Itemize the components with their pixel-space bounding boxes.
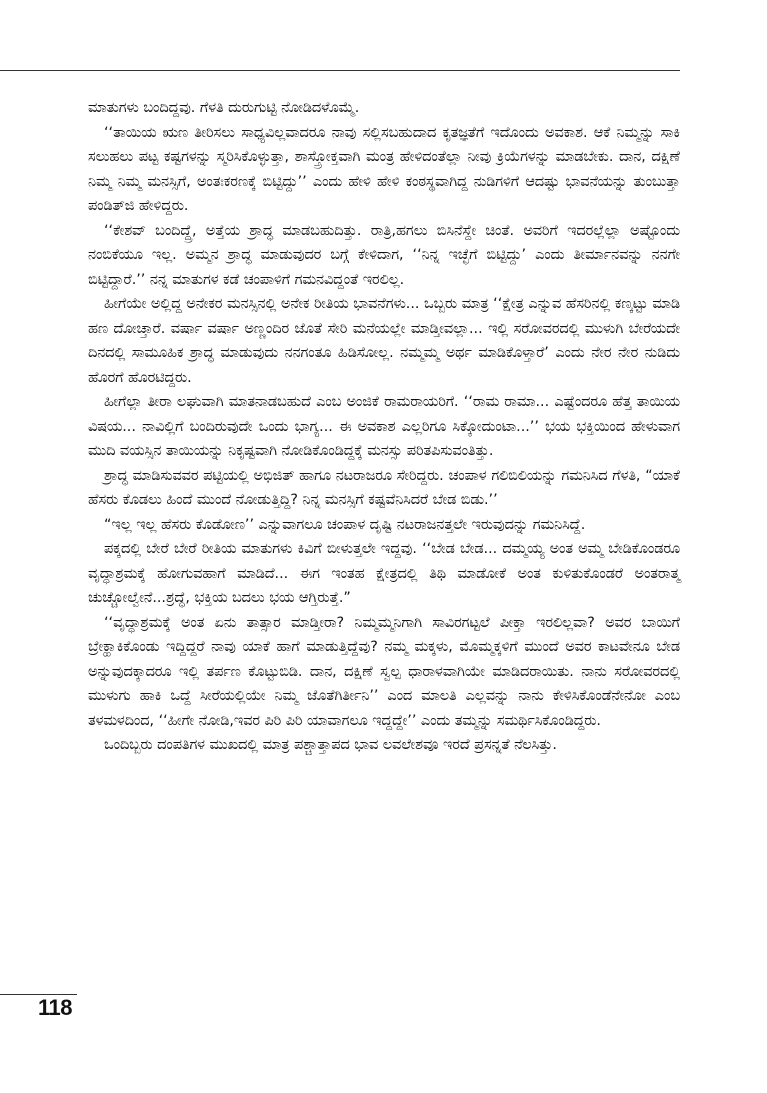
paragraph: “ಇಲ್ಲ ಇಲ್ಲ ಹೆಸರು ಕೊಡೋಣ’’ ಎನ್ನುವಾಗಲೂ ಚಂಪಾಳ ದೃಷ್ಟಿ ನಟರಾಜನತ್ತಲೇ ಇರುವುದನ್ನು ಗಮನಿಸಿದ್ದೆ. — [104, 516, 586, 533]
header-rule — [0, 70, 680, 71]
paragraph: ಶ್ರಾದ್ಧ ಮಾಡಿಸುವವರ ಪಟ್ಟಿಯಲ್ಲಿ ಅಭಿಜಿತ್ ಹಾಗೂ ನಟರಾಜರೂ ಸೇರಿದ್ದರು. ಚಂಪಾಳ ಗಲಿಬಿಲಿಯನ್ನು ಗಮನಿಸಿದ ಗೆಳತಿ, “ಯಾಕೆ ಹೆಸರು ಕೊಡಲು ಹಿಂದೆ ಮುಂದೆ ನೋಡುತ್ತಿದ್ದಿ? ನಿನ್ನ ಮನಸ್ಸಿಗೆ ಕಷ್ಟವೆನಿಸಿದರೆ ಬೇಡ ಬಿಡು.’’ — [88, 467, 680, 508]
body-text — [88, 96, 680, 758]
paragraph: ಒಂದಿಬ್ಬರು ದಂಪತಿಗಳ ಮುಖದಲ್ಲಿ ಮಾತ್ರ ಪಶ್ಚಾತ್ತಾಪದ ಭಾವ ಲವಲೇಶವೂ ಇರದೆ ಪ್ರಸನ್ನತೆ ನೆಲಸಿತ್ತು. — [104, 737, 557, 753]
paragraph: ಪಕ್ಕದಲ್ಲಿ ಬೇರೆ ಬೇರೆ ರೀತಿಯ ಮಾತುಗಳು ಕಿವಿಗೆ ಬೀಳುತ್ತಲೇ ಇದ್ದವು. ‘‘ಬೇಡ ಬೇಡ... ದಮ್ಮಯ್ಯ ಅಂತ ಅಮ್ಮ ಬೇಡಿಕೊಂಡರೂ ವೃದ್ಧಾಶ್ರಮಕ್ಕೆ ಹೋಗುವಹಾಗೆ ಮಾಡಿದೆ... ಈಗ ಇಂತಹ ಕ್ಷೇತ್ರದಲ್ಲಿ ತಿಥಿ ಮಾಡೋಕೆ ಅಂತ ಕುಳಿತುಕೊಂಡರೆ ಅಂತರಾತ್ಮ ಚುಚ್ಚೋಲ್ವೇನೆ...ಶ್ರದ್ಧೆ, ಭಕ್ತಿಯ ಬದಲು ಭಯ ಆಗ್ತಿರುತ್ತೆ.” — [88, 541, 680, 606]
paragraph: ‘‘ತಾಯಿಯ ಋಣ ತೀರಿಸಲು ಸಾಧ್ಯವಿಲ್ಲವಾದರೂ ನಾವು ಸಲ್ಲಿಸಬಹುದಾದ ಕೃತಜ್ಞತೆಗೆ ಇದೊಂದು ಅವಕಾಶ. ಆಕೆ ನಿಮ್ಮನ್ನು ಸಾಕಿ ಸಲುಹಲು ಪಟ್ಟ ಕಷ್ಟಗಳನ್ನು ಸ್ಮರಿಸಿಕೊಳ್ಳುತ್ತಾ, ಶಾಸ್ತ್ರೋಕ್ತವಾಗಿ ಮಂತ್ರ ಹೇಳಿದಂತೆಲ್ಲಾ ನೀವು ಕ್ರಿಯೆಗಳನ್ನು ಮಾಡಬೇಕು. ದಾನ, ದಕ್ಷಿಣೆ ನಿಮ್ಮ ನಿಮ್ಮ ಮನಸ್ಸಿಗೆ, ಅಂತಃಕರಣಕ್ಕೆ ಬಿಟ್ಟಿದ್ದು’’ ಎಂದು ಹೇಳಿ ಹೇಳಿ ಕಂಠಸ್ಥವಾಗಿದ್ದ ನುಡಿಗಳಿಗೆ ಆದಷ್ಟು ಭಾವನೆಯನ್ನು ತುಂಬುತ್ತಾ ಪಂಡಿತ್‌ಜಿ ಹೇಳಿದ್ದರು. — [88, 124, 680, 214]
paragraph: ಹೀಗೆಯೇ ಅಲ್ಲಿದ್ದ ಅನೇಕರ ಮನಸ್ಸಿನಲ್ಲಿ ಅನೇಕ ರೀತಿಯ ಭಾವನೆಗಳು... ಒಬ್ಬರು ಮಾತ್ರ ‘‘ಕ್ಷೇತ್ರ ಎನ್ನುವ ಹೆಸರಿನಲ್ಲಿ ಕಣ್ಕಟ್ಟು ಮಾಡಿ ಹಣ ದೋಚ್ತಾರೆ. ವರ್ಷಾ ವರ್ಷಾ ಅಣ್ಣಂದಿರ ಜೊತೆ ಸೇರಿ ಮನೆಯಲ್ಲೇ ಮಾಡ್ತೀವಲ್ಲಾ... ಇಲ್ಲಿ ಸರೋವರದಲ್ಲಿ ಮುಳುಗಿ ಬೇರೆಯದೇ ದಿನದಲ್ಲಿ ಸಾಮೂಹಿಕ ಶ್ರಾದ್ಧ ಮಾಡುವುದು ನನಗಂತೂ ಹಿಡಿಸೋಲ್ಲ. ನಮ್ಮಮ್ಮ ಅರ್ಥ ಮಾಡಿಕೊಳ್ತಾರೆ’ ಎಂದು ನೇರ ನೇರ ನುಡಿದು ಹೊರಗೆ ಹೊರಟಿದ್ದರು. — [88, 296, 680, 386]
page-number: 118 — [38, 995, 72, 1020]
paragraph: ಹೀಗೆಲ್ಲಾ ತೀರಾ ಲಘುವಾಗಿ ಮಾತನಾಡಬಹುದೆ ಎಂಬ ಅಂಜಿಕೆ ರಾಮರಾಯರಿಗೆ. ‘‘ರಾಮ ರಾಮಾ... ಎಷ್ಟೆಂದರೂ ಹೆತ್ತ ತಾಯಿಯ ವಿಷಯ... ನಾವಿಲ್ಲಿಗೆ ಬಂದಿರುವುದೇ ಒಂದು ಭಾಗ್ಯ... ಈ ಅವಕಾಶ ಎಲ್ಲರಿಗೂ ಸಿಕ್ಕೋದುಂಟಾ...’’ ಭಯ ಭಕ್ತಿಯಿಂದ ಹೇಳುವಾಗ ಮುದಿ ವಯಸ್ಸಿನ ತಾಯಿಯನ್ನು ನಿಕೃಷ್ಟವಾಗಿ ನೋಡಿಕೊಂಡಿದ್ದಕ್ಕೆ ಮನಸ್ಸು ಪರಿತಪಿಸುವಂತಿತ್ತು. — [88, 394, 680, 459]
paragraph: ‘‘ವೃದ್ಧಾಶ್ರಮಕ್ಕೆ ಅಂತ ಏನು ತಾತ್ಸಾರ ಮಾಡ್ತೀರಾ? ನಿಮ್ಮಮ್ಮನಿಗಾಗಿ ಸಾವಿರಗಟ್ಟಲೆ ಪೀಕ್ತಾ ಇರಲಿಲ್ಲವಾ? ಅವರ ಬಾಯಿಗೆ ಬ್ರೇಕ್ಹಾಕಿಕೊಂಡು ಇದ್ದಿದ್ದರೆ ನಾವು ಯಾಕೆ ಹಾಗೆ ಮಾಡುತ್ತಿದ್ದೆವು? ನಮ್ಮ ಮಕ್ಕಳು, ಮೊಮ್ಮಕ್ಕಳಿಗೆ ಮುಂದೆ ಅವರ ಕಾಟವೇನೂ ಬೇಡ ಅನ್ನುವುದಕ್ಕಾದರೂ ಇಲ್ಲಿ ತರ್ಪಣ ಕೊಟ್ಟುಬಿಡಿ. ದಾನ, ದಕ್ಷಿಣೆ ಸ್ವಲ್ಪ ಧಾರಾಳವಾಗಿಯೇ ಮಾಡಿದರಾಯಿತು. ನಾನು ಸರೋವರದಲ್ಲಿ ಮುಳುಗು ಹಾಕಿ ಒದ್ದೆ ಸೀರೆಯಲ್ಲಿಯೇ ನಿಮ್ಮ ಜೊತೆಗಿರ್ತೀನಿ’’ ಎಂದ ಮಾಲತಿ ಎಲ್ಲವನ್ನು ನಾನು ಕೇಳಿಸಿಕೊಂಡೆನೇನೋ ಎಂಬ ತಳಮಳದಿಂದ, ‘‘ಹೀಗೇ ನೋಡಿ,ಇವರ ಪಿರಿ ಪಿರಿ ಯಾವಾಗಲೂ ಇದ್ದದ್ದೇ’’ ಎಂದು ತಮ್ಮನ್ನು ಸಮರ್ಥಿಸಿಕೊಂಡಿದ್ದರು. — [88, 614, 680, 729]
paragraph: ‘‘ಕೇಶವ್ ಬಂದಿದ್ದ್ರೆ, ಅತ್ತೆಯ ಶ್ರಾದ್ಧ ಮಾಡಬಹುದಿತ್ತು. ರಾತ್ರಿ,ಹಗಲು ಬಿಸಿನೆಸ್ದೇ ಚಿಂತೆ. ಅವರಿಗೆ ಇದರಲ್ಲೆಲ್ಲಾ ಅಷ್ಟೊಂದು ನಂಬಿಕೆಯೂ ಇಲ್ಲ. ಅಮ್ಮನ ಶ್ರಾದ್ಧ ಮಾಡುವುದರ ಬಗ್ಗೆ ಕೇಳಿದಾಗ, ‘‘ನಿನ್ನ ಇಚ್ಛೆಗೆ ಬಿಟ್ಟಿದ್ದು’ ಎಂದು ತೀರ್ಮಾನವನ್ನು ನನಗೇ ಬಿಟ್ಟಿದ್ದಾರೆ.’’ ನನ್ನ ಮಾತುಗಳ ಕಡೆ ಚಂಪಾಳಿಗೆ ಗಮನವಿದ್ದಂತೆ ಇರಲಿಲ್ಲ. — [88, 222, 680, 288]
paragraph: ಮಾತುಗಳು ಬಂದಿದ್ದವು. ಗೆಳತಿ ದುರುಗುಟ್ಟಿ ನೋಡಿದಳೊಮ್ಮೆ. — [88, 100, 360, 116]
